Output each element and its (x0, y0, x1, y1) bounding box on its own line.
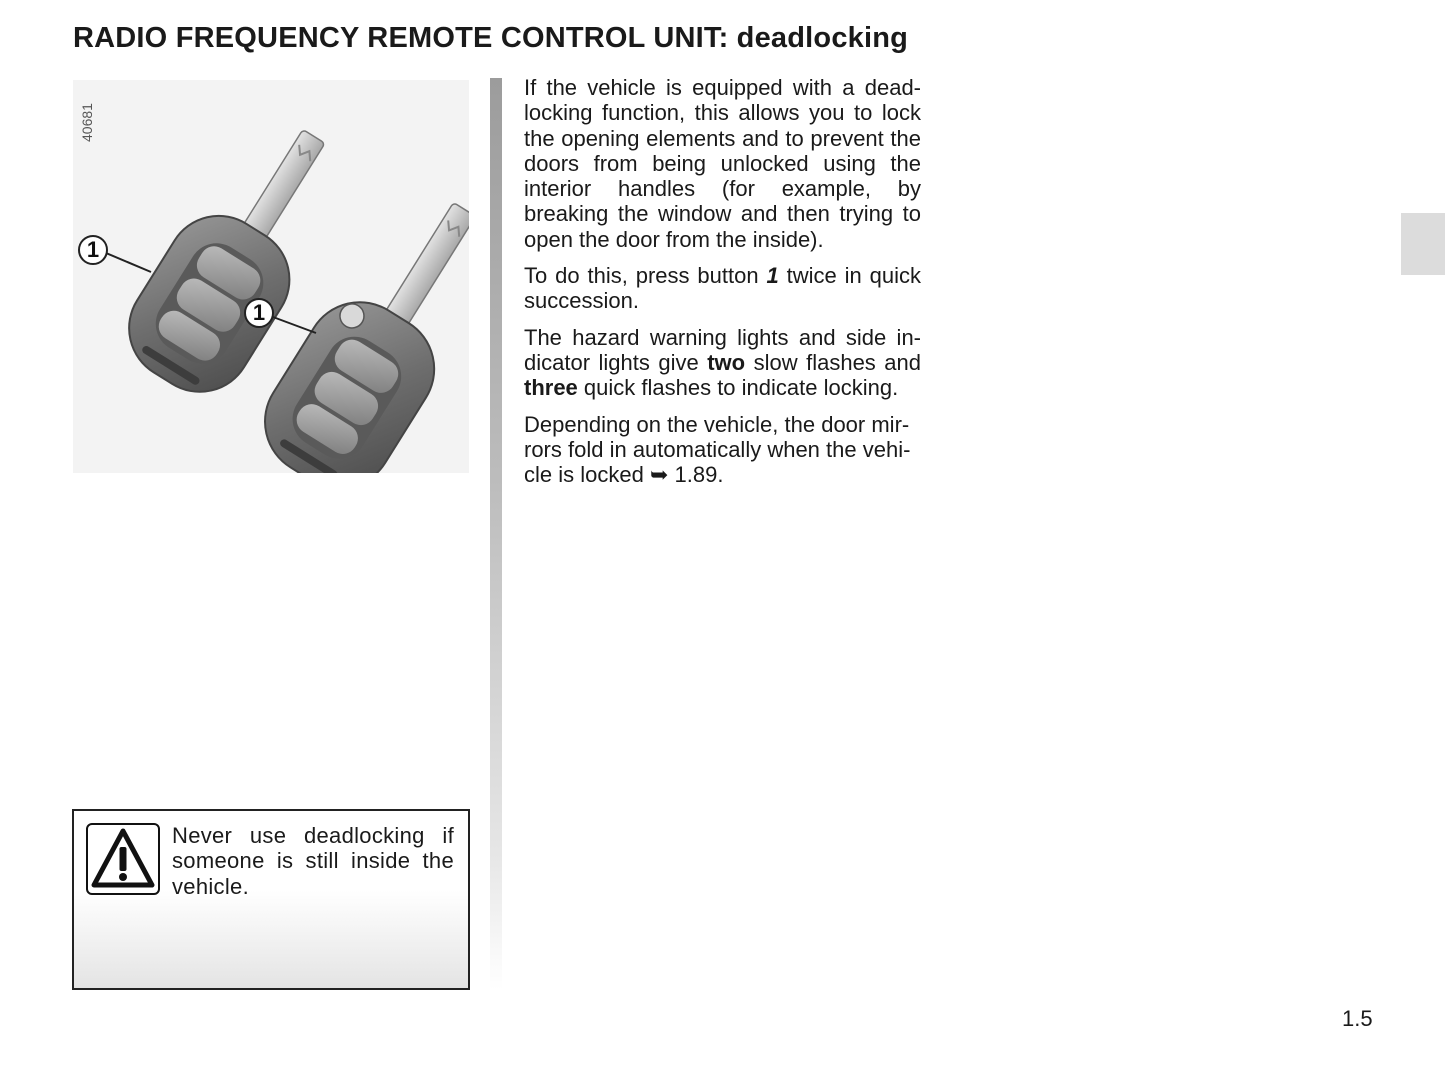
page-title: RADIO FREQUENCY REMOTE CONTROL UNIT: deadlocking (73, 22, 909, 54)
page-number: 1.5 (1342, 1006, 1373, 1031)
warning-triangle-icon (86, 823, 160, 895)
paragraph-activation: To do this, press button 1 twice in quick succession. (524, 263, 921, 314)
right-key (245, 175, 469, 473)
callout-button-1-right: 1 (244, 298, 274, 328)
warning-box (72, 809, 470, 990)
paragraph-deadlocking-intro: If the vehicle is equipped with a dead-locking function, this allows you to lock the opening elements and to prevent the doors from being unlocked using the interior handles (for example, by breaking the window and then trying to open the door from the inside). (524, 75, 921, 252)
paragraph-flashes: The hazard warning lights and side in-dicator lights give two slow flashes and three quick flashes to indicate locking. (524, 324, 921, 401)
page-ref-arrow-icon: ➥ (649, 462, 669, 488)
key-fob-illustration (73, 80, 469, 473)
callout-button-1-left: 1 (78, 235, 108, 265)
figure-reference: 40681 (79, 103, 95, 142)
warning-text: Never use deadlocking if someone is still inside the vehicle. (172, 823, 454, 899)
body-text (524, 75, 921, 498)
key-fob-drawing (73, 80, 469, 473)
column-divider (490, 78, 502, 990)
section-tab (1401, 213, 1445, 275)
button-reference: 1 (766, 263, 779, 289)
paragraph-mirrors: Depending on the vehicle, the door mir-rors fold in automatically when the vehi-cle is locked ➥ 1.89. (524, 411, 911, 488)
